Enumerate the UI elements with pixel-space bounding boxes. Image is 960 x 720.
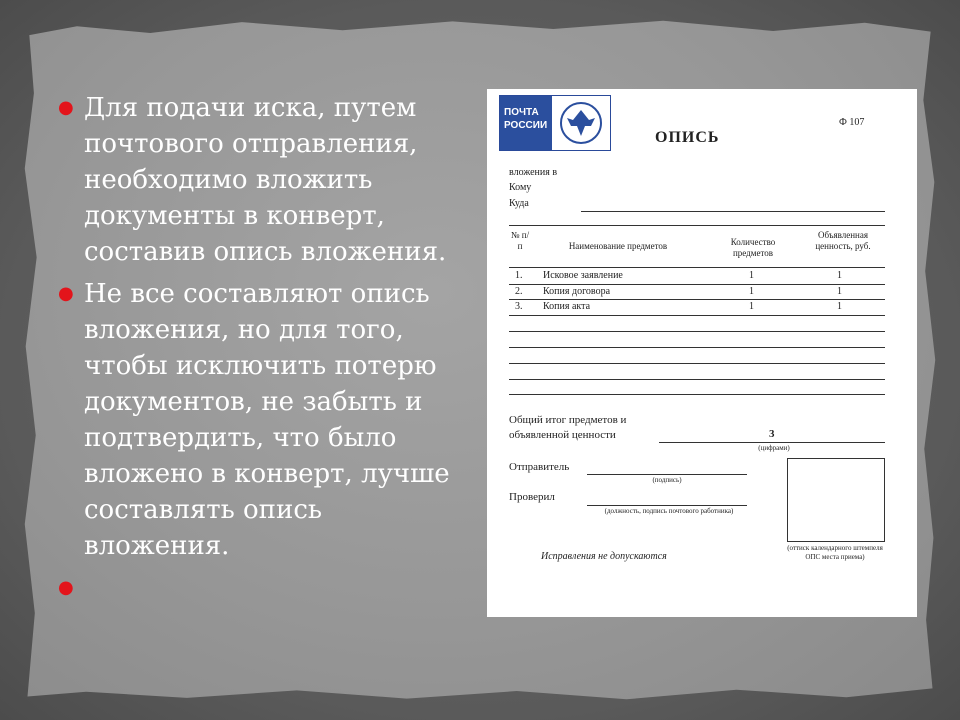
row-num: 1. <box>515 270 523 281</box>
form-code: Ф 107 <box>839 117 865 128</box>
row-value: 1 <box>837 286 842 297</box>
form-footer: Исправления не допускаются <box>541 551 667 562</box>
table-row-line <box>509 347 885 348</box>
row-value: 1 <box>837 270 842 281</box>
table-row-line <box>509 363 885 364</box>
total-line <box>659 442 885 443</box>
address-line <box>581 211 885 212</box>
total-caption: (цифрами) <box>758 444 790 452</box>
total-label-1: Общий итог предметов и <box>509 414 627 426</box>
row-name: Исковое заявление <box>543 270 623 281</box>
row-num: 2. <box>515 286 523 297</box>
bullet-list <box>58 90 463 612</box>
checked-caption: (должность, подпись почтового работника) <box>604 507 734 515</box>
table-row-line <box>509 299 885 300</box>
row-value: 1 <box>837 301 842 312</box>
row-num: 3. <box>515 301 523 312</box>
field-kuda-label: Куда <box>509 198 529 209</box>
checked-label: Проверил <box>509 491 555 503</box>
table-bottom-line <box>509 394 885 395</box>
row-name: Копия акта <box>543 301 591 312</box>
sender-line <box>587 474 747 475</box>
bullet-item <box>58 90 463 270</box>
field-vlozheniya-label: вложения в <box>509 167 558 178</box>
bullet-icon: ● <box>58 97 74 118</box>
eagle-emblem-icon <box>552 96 610 150</box>
inventory-form-image <box>487 89 917 617</box>
bullet-text: Не все составляют опись вложения, но для того, чтобы исключить потерю документов, не забыть и подтвердить, что было вложено в конверт, лучше составлять опись вложения. <box>84 279 450 561</box>
table-top-line <box>509 225 885 226</box>
bullet-icon: ● <box>58 283 74 304</box>
field-komu-label: Кому <box>509 182 532 193</box>
row-qty: 1 <box>749 301 754 312</box>
sender-caption: (подпись) <box>652 476 682 484</box>
table-row-line <box>509 331 885 332</box>
checked-line <box>587 505 747 506</box>
form-title: ОПИСЬ <box>655 129 720 146</box>
logo-line-1: ПОЧТА <box>504 107 539 118</box>
column-header-name: Наименование предметов <box>568 241 668 251</box>
row-qty: 1 <box>749 286 754 297</box>
table-row-line <box>509 284 885 285</box>
total-label-2: объявленной ценности <box>509 429 616 441</box>
bullet-item <box>58 276 463 564</box>
total-value: 3 <box>769 428 775 440</box>
russian-post-logo <box>499 95 611 151</box>
row-qty: 1 <box>749 270 754 281</box>
table-header-line <box>509 267 885 268</box>
bullet-item-empty <box>58 570 463 606</box>
bullet-icon: ● <box>58 577 74 598</box>
column-header-num: № п/п <box>510 230 530 251</box>
stamp-box <box>787 458 885 542</box>
row-name: Копия договора <box>543 286 611 297</box>
bullet-text <box>84 570 463 606</box>
column-header-qty: Количество предметов <box>730 237 776 258</box>
sender-label: Отправитель <box>509 461 570 473</box>
table-row-line <box>509 315 885 316</box>
logo-text <box>500 96 552 150</box>
stamp-caption: (оттиск календарного штемпеля ОПС места приема) <box>787 544 883 561</box>
table-row-line <box>509 379 885 380</box>
bullet-text: Для подачи иска, путем почтового отправления, необходимо вложить документы в конверт, составив опись вложения. <box>84 93 447 267</box>
logo-line-2: РОССИИ <box>504 120 548 131</box>
column-header-value: Объявленная ценность, руб. <box>815 230 871 251</box>
